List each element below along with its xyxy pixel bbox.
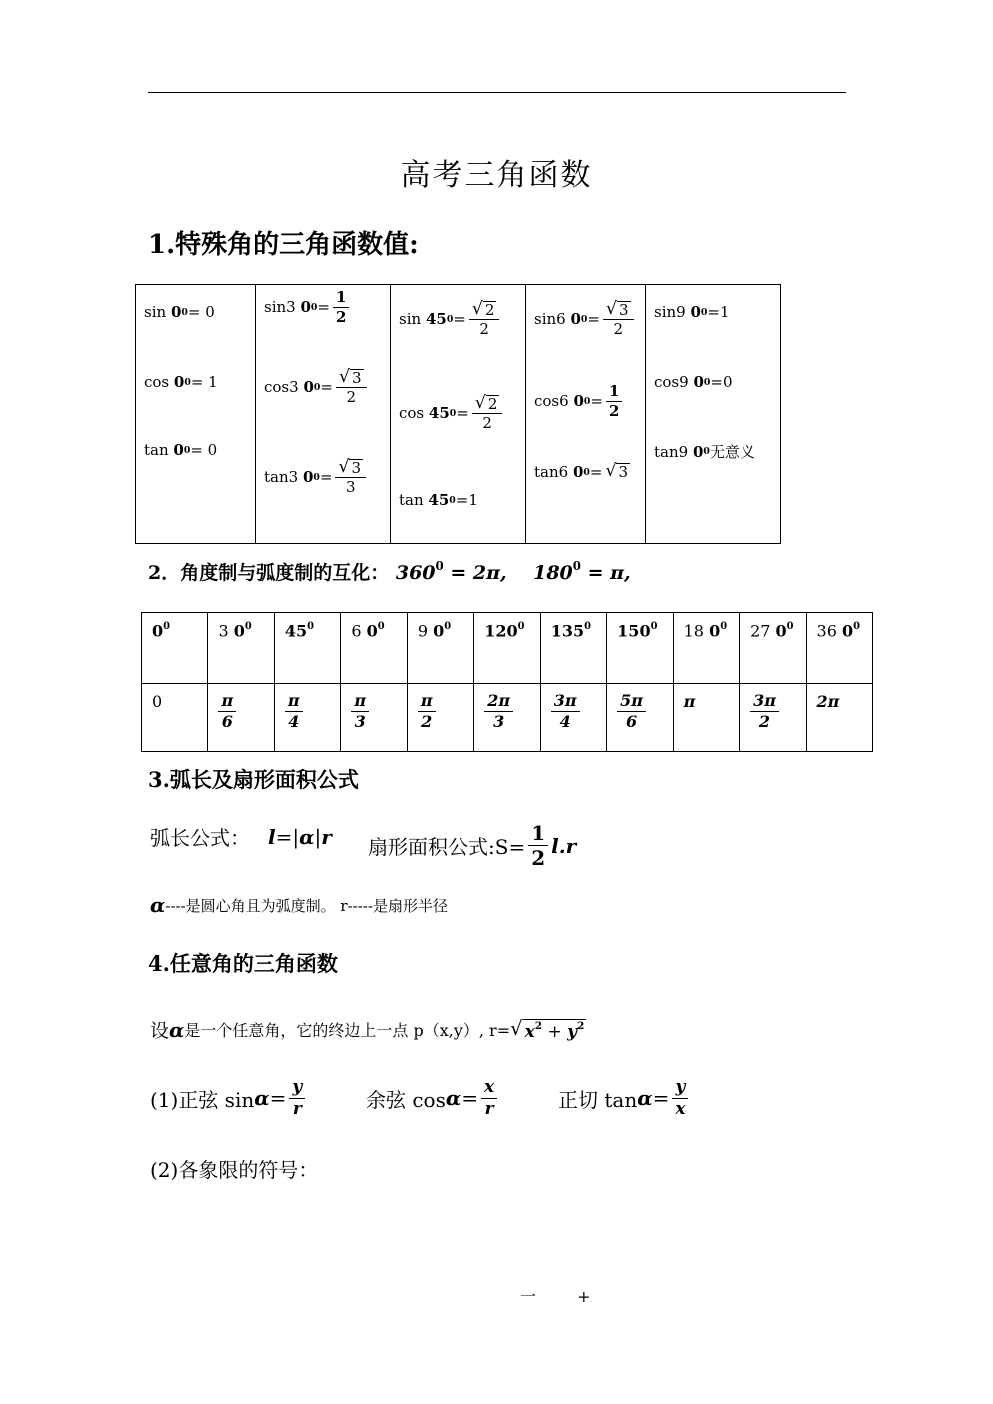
tan30-value: tan3 0 0 = √ 3 3 [264,459,369,496]
header-rule [148,92,846,93]
sector-area-formula: 扇形面积公式:S= $\frac{1}{2}$ l.r [368,821,577,870]
sin90-value: sin9 0 0 =1 [654,303,730,321]
cos30-value: cos3 0 0 = √ 3 2 [264,369,370,406]
degree-cell: 27 $0^0$ [740,613,806,684]
radian-cell [208,684,274,752]
degree-cell: $120^0$ [474,613,540,684]
fraction: √ 3 2 [336,369,367,406]
fraction: $\frac{y}{x}$ [672,1078,688,1118]
quadrant-signs-label: (2)各象限的符号： [150,1158,319,1182]
degree-row [142,613,873,684]
arbitrary-angle-intro: 设 α 是一个任意角，它的终边上一点 p（x,y）, r= √ $x^2 + y^2$ [150,1016,585,1042]
table-cell-col1 [136,285,256,544]
tan60-value: tan6 0 0 = √ 3 [534,461,629,482]
cos60-value: cos6 0 0 = $\frac{1}{2}$ [534,383,625,419]
special-angles-table [135,284,781,544]
tangent-definition: 正切 tan α = $\frac{y}{x}$ [558,1078,692,1118]
arc-length-formula: 弧长公式： l = | α | r [150,824,332,850]
section3-heading: 3.弧长及扇形面积公式 [148,767,359,792]
radian-cell [607,684,673,752]
sin30-value: sin3 0 0 = $\frac{1}{2}$ [264,289,352,325]
tan90-value: tan9 0 0 无意义 [654,442,755,461]
degree-cell: 6 $0^0$ [341,613,407,684]
fraction: $\frac{y}{r}$ [289,1078,305,1118]
radian-cell [407,684,473,752]
table-cell-col3 [391,285,526,544]
fraction: $\frac{3\pi}{2}$ [750,692,779,730]
fraction: $\frac{\pi}{3}$ [351,692,369,730]
fraction: $\frac{1}{2}$ [528,822,548,869]
degree-cell: 3 $0^0$ [208,613,274,684]
sin45-value: sin 45 0 = √ 2 2 [399,301,502,338]
table-cell-col5 [646,285,781,544]
fraction: $\frac{\pi}{2}$ [418,692,436,730]
fraction: √ 2 2 [469,301,500,338]
fraction: $\frac{1}{2}$ [606,383,622,419]
fraction: $\frac{5\pi}{6}$ [617,692,646,730]
fraction: $\frac{2\pi}{3}$ [484,692,513,730]
radian-cell [540,684,606,752]
radian-cell: 0 [142,684,208,752]
radian-cell [274,684,340,752]
fraction: $\frac{x}{r}$ [481,1078,497,1118]
cosine-definition: 余弦 cos α = $\frac{x}{r}$ [366,1078,500,1118]
sin0-value: sin 0 0 = 0 [144,303,215,321]
tan45-value: tan 45 0 =1 [399,491,478,509]
table-cell-col4 [526,285,646,544]
tan0-value: tan 0 0 = 0 [144,441,218,459]
section1-heading: 1.特殊角的三角函数值: [148,230,419,260]
degree-cell: $135^0$ [540,613,606,684]
sine-definition: (1)正弦 sin α = $\frac{y}{r}$ [150,1078,308,1118]
cos0-value: cos 0 0 = 1 [144,373,218,391]
degree-cell: $0^0$ [142,613,208,684]
radian-cell [341,684,407,752]
page-number: 一 + [520,1287,609,1306]
table-cell-col2 [256,285,391,544]
fraction: $\frac{3\pi}{4}$ [551,692,580,730]
cos45-value: cos 45 0 = √ 2 2 [399,395,505,432]
fraction: $\frac{1}{2}$ [333,289,349,325]
degree-radian-table [141,612,873,752]
page-title: 高考三角函数 [400,158,593,193]
section2-heading: 2．角度制与弧度制的互化： $360^0 = 2\pi$, $180^0 = \pi$, [148,559,631,584]
fraction: $\frac{\pi}{4}$ [285,692,303,730]
arc-note: α ----是圆心角且为弧度制。 r-----是扇形半径 [150,893,448,917]
cos90-value: cos9 0 0 =0 [654,373,733,391]
radian-cell [474,684,540,752]
degree-cell: 9 $0^0$ [407,613,473,684]
degree-cell: $45^0$ [274,613,340,684]
fraction: √ 2 2 [472,395,503,432]
fraction: $\frac{\pi}{6}$ [218,692,236,730]
sin60-value: sin6 0 0 = √ 3 2 [534,301,637,338]
fraction: √ 3 3 [335,459,366,496]
fraction: √ 3 2 [603,301,634,338]
section4-heading: 4.任意角的三角函数 [148,951,338,976]
degree-cell: $150^0$ [607,613,673,684]
radian-cell: π [673,684,739,752]
radian-cell [740,684,806,752]
degree-cell: 36 $0^0$ [806,613,872,684]
radian-row [142,684,873,752]
degree-cell: 18 $0^0$ [673,613,739,684]
radian-cell: 2π [806,684,872,752]
